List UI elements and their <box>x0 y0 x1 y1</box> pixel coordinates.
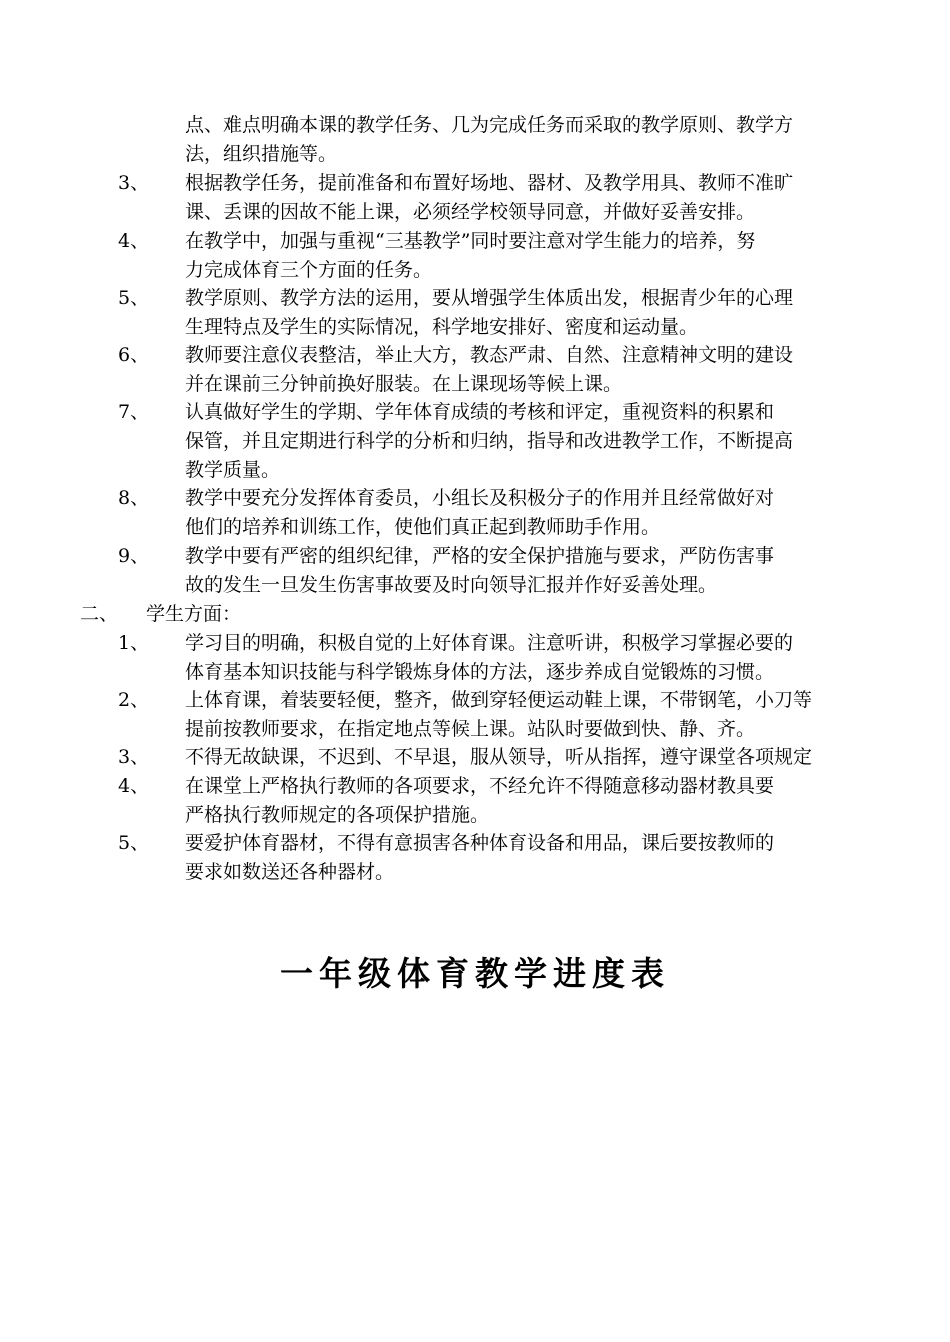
item-number: 4、 <box>118 775 150 797</box>
paragraph-line: 在教学中，加强与重视“三基教学”同时要注意对学生能力的培养，努 <box>185 230 756 252</box>
paragraph-line: 上体育课，着装要轻便，整齐，做到穿轻便运动鞋上课，不带钢笔，小刀等 <box>185 689 813 711</box>
paragraph-line: 力完成体育三个方面的任务。 <box>185 259 433 281</box>
item-number: 7、 <box>118 401 150 423</box>
item-number: 5、 <box>118 832 150 854</box>
paragraph-line: 认真做好学生的学期、学年体育成绩的考核和评定，重视资料的积累和 <box>185 401 775 423</box>
item-number: 5、 <box>118 287 150 309</box>
item-number: 6、 <box>118 344 150 366</box>
item-number: 2、 <box>118 689 150 711</box>
paragraph-line: 故的发生一旦发生伤害事故要及时向领导汇报并作好妥善处理。 <box>185 574 718 596</box>
paragraph-line: 教学原则、教学方法的运用，要从增强学生体质出发，根据青少年的心理 <box>185 287 794 309</box>
section-label: 学生方面： <box>146 603 242 625</box>
paragraph-line: 不得无故缺课，不迟到、不早退，服从领导，听从指挥，遵守课堂各项规定 <box>185 746 813 768</box>
paragraph-line: 保管，并且定期进行科学的分析和归纳，指导和改进教学工作，不断提高 <box>185 430 794 452</box>
item-number: 1、 <box>118 632 150 654</box>
item-number: 4、 <box>118 230 150 252</box>
item-number: 3、 <box>118 172 150 194</box>
paragraph-line: 教学质量。 <box>185 459 281 481</box>
paragraph-line: 教学中要充分发挥体育委员，小组长及积极分子的作用并且经常做好对 <box>185 487 775 509</box>
paragraph-line: 并在课前三分钟前换好服装。在上课现场等候上课。 <box>185 373 623 395</box>
paragraph-line: 在课堂上严格执行教师的各项要求，不经允许不得随意移动器材教具要 <box>185 775 775 797</box>
paragraph-line: 点、难点明确本课的教学任务、几为完成任务而采取的教学原则、教学方 <box>185 114 794 136</box>
paragraph-line: 提前按教师要求，在指定地点等候上课。站队时要做到快、静、齐。 <box>185 718 756 740</box>
paragraph-line: 法，组织措施等。 <box>185 143 338 165</box>
paragraph-line: 教学中要有严密的组织纪律，严格的安全保护措施与要求，严防伤害事 <box>185 545 775 567</box>
paragraph-line: 要求如数送还各种器材。 <box>185 861 395 883</box>
paragraph-line: 体育基本知识技能与科学锻炼身体的方法，逐步养成自觉锻炼的习惯。 <box>185 661 775 683</box>
paragraph-line: 生理特点及学生的实际情况，科学地安排好、密度和运动量。 <box>185 316 699 338</box>
paragraph-line: 课、丢课的因故不能上课，必须经学校领导同意，并做好妥善安排。 <box>185 201 756 223</box>
paragraph-line: 根据教学任务，提前准备和布置好场地、器材、及教学用具、教师不准旷 <box>185 172 794 194</box>
paragraph-line: 教师要注意仪表整洁，举止大方，教态严肃、自然、注意精神文明的建设 <box>185 344 794 366</box>
paragraph-line: 要爱护体育器材，不得有意损害各种体育设备和用品，课后要按教师的 <box>185 832 775 854</box>
item-number: 3、 <box>118 746 150 768</box>
paragraph-line: 学习目的明确，积极自觉的上好体育课。注意听讲，积极学习掌握必要的 <box>185 632 794 654</box>
page-title: 一年级体育教学进度表 <box>280 954 670 993</box>
paragraph-line: 他们的培养和训练工作，使他们真正起到教师助手作用。 <box>185 516 661 538</box>
paragraph-line: 严格执行教师规定的各项保护措施。 <box>185 804 490 826</box>
item-number: 9、 <box>118 545 150 567</box>
item-number: 8、 <box>118 487 150 509</box>
section-number: 二、 <box>80 603 119 625</box>
